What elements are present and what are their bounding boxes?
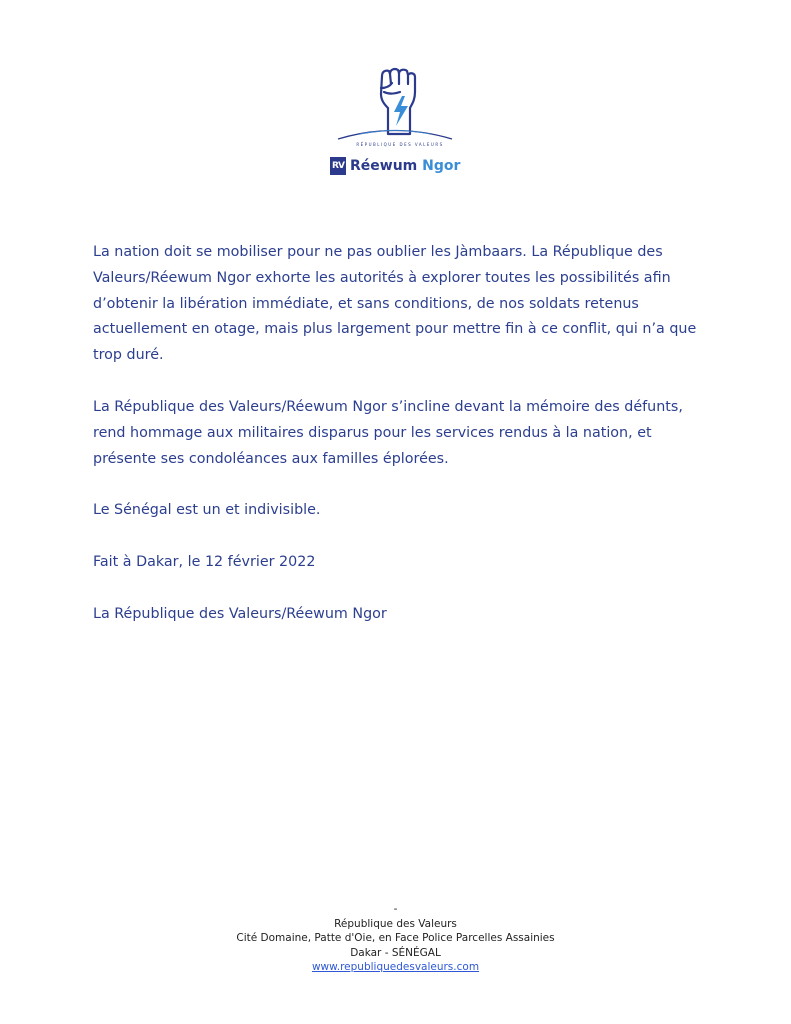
paragraph-indivisible: Le Sénégal est un et indivisible.: [93, 502, 321, 519]
brand-name-part2: Ngor: [422, 158, 461, 174]
footer-website-link[interactable]: www.republiquedesvaleurs.com: [311, 961, 480, 974]
footer: [0, 902, 791, 975]
footer-dash: -: [393, 903, 398, 915]
rv-badge-icon: RV: [330, 157, 346, 175]
brand-name-part1: Réewum: [350, 158, 418, 174]
brand-logo: [330, 155, 470, 177]
brand-name: [350, 158, 460, 174]
document-body: [93, 240, 703, 654]
paragraph-date: Fait à Dakar, le 12 février 2022: [93, 554, 316, 571]
footer-org: République des Valeurs: [334, 917, 457, 930]
paragraph-tribute: La République des Valeurs/Réewum Ngor s’incline devant la mémoire des défunts, rend hommage aux militaires disparus pour les services rendus à la nation, et présente ses condoléances aux familles éplorées.: [93, 398, 683, 467]
logo-tagline: RÉPUBLIQUE DES VALEURS: [356, 142, 444, 147]
footer-address: Cité Domaine, Patte d'Oie, en Face Police Parcelles Assainies: [236, 932, 555, 945]
paragraph-signature: La République des Valeurs/Réewum Ngor: [93, 605, 387, 622]
paragraph-appeal: La nation doit se mobiliser pour ne pas oublier les Jàmbaars. La République des Valeurs/Réewum Ngor exhorte les autorités à explorer toutes les possibilités afin d’obtenir la libération immédiate, et sans conditions, de nos soldats retenus actuellement en otage, mais plus largement pour mettre fin à ce conflit, qui n’a que trop duré.: [93, 244, 697, 364]
footer-city: Dakar - SÉNÉGAL: [350, 946, 441, 959]
